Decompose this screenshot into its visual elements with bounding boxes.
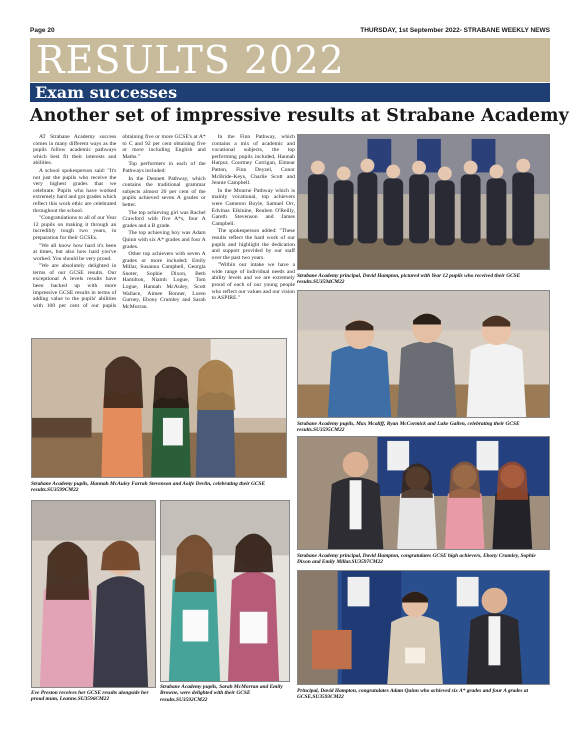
caption-girls-trio-photo: Strabane Academy pupils, Hannah McAuley Farrah Stevenson and Aoife Devlin, celebrating their GCSE results.SU3599CM22 <box>31 481 266 494</box>
caption-adam-photo: Principal, David Hampton, congratulates Adam Quinn who achieved six A* grades and four A grades at GCSE.SU3593CM22 <box>297 688 529 701</box>
article-paragraph: The spokesperson added: "These results reflect the hard work of our pupils and highlight the dedication and support provided by our staff over the past two years. <box>211 228 295 261</box>
section-title: Exam successes <box>35 83 178 102</box>
article-paragraph: "We are absolutely delighted in terms of our GCSE results. Our exceptional A levels results have been backed up with more impressive GCSE results in terms of adding value to the pupils' abilities with 100 per cent of our pupils obtaining five or more GCSE's at A* to C and 92 per cent obtaining five or more including English and Maths." <box>33 134 206 309</box>
caption-sarah-emily-photo: Strabane Academy pupils, Sarah McMorran and Emily Browne, were delighted with their GCSE results.SU3592CM22 <box>160 684 283 703</box>
mother-daughter-photo <box>31 500 156 688</box>
article-paragraph: "Congratulations to all of our Year 12 pupils on making it through an incredibly tough two years, in preparation for their GCSEs. <box>33 215 117 241</box>
caption-boys-photo: Strabane Academy pupils, Max Mcaliff, Ryan McCormick and Luke Gallen, celebrating their GCSE results.SU3595CM22 <box>297 421 520 434</box>
article-paragraph: In the Dennett Pathway, which contains the traditional grammar subjects almost 20 per cent of the pupils achieved seven A grades or better. <box>122 175 206 208</box>
sarah-emily-photo <box>160 500 290 682</box>
group-photo <box>297 134 550 270</box>
caption-group-photo: Strabane Academy principal, David Hampton, pictured with Year 12 pupils who received their GCSE results.SU3594CM22 <box>297 273 521 286</box>
caption-mother-photo: Eve Preston receives her GCSE results alongside her proud mum, Leanne.SU3596CM22 <box>31 690 149 703</box>
article-paragraph: "We all know how hard it's been at times, but also how hard you've worked. You should be very proud. <box>33 242 117 262</box>
page-header <box>30 27 550 37</box>
article-paragraph: In the Mourne Pathway which is mainly vocational, top achievers were Cameron Boyle, Samuel Orr, Edvinas Eikinine, Reuben O'Reilly, Gareth Stevenson and James Campbell. <box>211 187 295 227</box>
article-headline: Another set of impressive results at Strabane Academy <box>30 106 569 126</box>
article-body <box>33 134 295 332</box>
article-paragraph: AT Strabane Academy success comes in many different ways as the pupils follow academic pathways which best fit their interests and abilities. <box>33 134 117 167</box>
article-paragraph: Top performers in each of the Pathways included: <box>122 161 206 174</box>
caption-principal-trio-photo: Strabane Academy principal, David Hampton, congratulates GCSE high achievers, Ebony Crumley, Sophie Dixon and Emily Millar.SU3597CM22 <box>297 553 536 566</box>
principal-trio-photo <box>297 436 550 550</box>
article-paragraph: The top achieving girl was Rachel Crawford with five A*s, four A grades and a B grade. <box>122 209 206 229</box>
girls-trio-photo <box>31 338 287 478</box>
boys-photo <box>297 290 550 418</box>
adam-quinn-photo <box>297 570 550 685</box>
section-bar <box>30 83 550 102</box>
article-paragraph: Other top achievers with seven A grades or more included; Emily Millar, Susanna Campbell, Georgia Snoter, Sophie Dixon, Beth Hamilton, Niamh Logue, Tom Logue, Hannah McAuley, Scott Wallace, Aimee Bonner, Loren Gurney, Ebony Crumley and Sarah McMorran. <box>122 251 206 310</box>
article-paragraph: The top achieving boy was Adam Quinn with six A* grades and four A grades. <box>122 230 206 250</box>
results-banner <box>30 38 550 82</box>
banner-title: RESULTS 2022 <box>36 38 345 82</box>
page-number: Page 20 <box>30 27 55 34</box>
article-paragraph: "Within our intake we have a wide range of individual needs and ability levels and we are extremely proud of each of our young people who reflect our values and our vision to ASPIRE." <box>211 262 295 302</box>
publication-line: THURSDAY, 1st September 2022- STRABANE WEEKLY NEWS <box>360 27 550 34</box>
article-paragraph: In the Finn Pathway, which contains a mix of academic and vocational subjects, the top performing pupils included, Hannah Harpur, Courtney Corrigan, Eimear Patton, Finn Deyzel, Conor McBride-Keys, Charlie Scott and Jennie Campbell. <box>211 134 295 187</box>
article-paragraph: A school spokesperson said: "It's not just the pupils who receive the very highest grades that we celebrate. Pupils who have worked extremely hard and got grades which reflect this work ethic are celebrated throughout the school. <box>33 167 117 214</box>
